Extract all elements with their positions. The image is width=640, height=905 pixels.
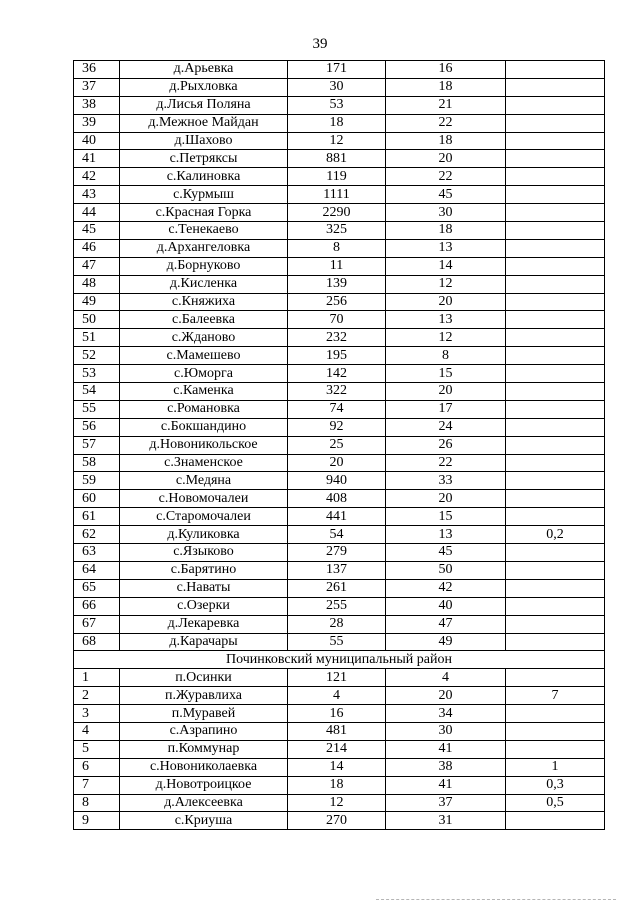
- extra-value: [506, 508, 605, 526]
- row-number: 55: [74, 400, 120, 418]
- row-number: 49: [74, 293, 120, 311]
- population-value: 255: [288, 597, 386, 615]
- distance-value: 40: [386, 597, 506, 615]
- distance-value: 12: [386, 275, 506, 293]
- population-value: 8: [288, 239, 386, 257]
- table-row: [74, 544, 605, 562]
- settlement-name: с.Петряксы: [120, 150, 288, 168]
- row-number: 43: [74, 186, 120, 204]
- extra-value: [506, 597, 605, 615]
- table-row: [74, 758, 605, 776]
- row-number: 44: [74, 204, 120, 222]
- population-value: 74: [288, 400, 386, 418]
- table-row: [74, 329, 605, 347]
- settlement-name: д.Рыхловка: [120, 78, 288, 96]
- table-row: [74, 222, 605, 240]
- distance-value: 26: [386, 436, 506, 454]
- extra-value: 0,2: [506, 526, 605, 544]
- population-value: 1111: [288, 186, 386, 204]
- row-number: 40: [74, 132, 120, 150]
- settlement-name: д.Арьевка: [120, 61, 288, 79]
- extra-value: 7: [506, 687, 605, 705]
- settlement-name: д.Архангеловка: [120, 239, 288, 257]
- table-row: [74, 186, 605, 204]
- population-value: 18: [288, 114, 386, 132]
- distance-value: 38: [386, 758, 506, 776]
- population-value: 70: [288, 311, 386, 329]
- table-row: [74, 722, 605, 740]
- distance-value: 31: [386, 812, 506, 830]
- distance-value: 22: [386, 114, 506, 132]
- distance-value: 13: [386, 239, 506, 257]
- table-row: [74, 526, 605, 544]
- distance-value: 22: [386, 168, 506, 186]
- distance-value: 15: [386, 365, 506, 383]
- population-value: 12: [288, 794, 386, 812]
- extra-value: [506, 239, 605, 257]
- distance-value: 18: [386, 78, 506, 96]
- settlement-name: д.Лекаревка: [120, 615, 288, 633]
- table-row: [74, 705, 605, 723]
- population-value: 11: [288, 257, 386, 275]
- distance-value: 30: [386, 204, 506, 222]
- distance-value: 50: [386, 561, 506, 579]
- extra-value: [506, 490, 605, 508]
- row-number: 5: [74, 740, 120, 758]
- population-value: 2290: [288, 204, 386, 222]
- settlement-name: д.Лисья Поляна: [120, 96, 288, 114]
- row-number: 42: [74, 168, 120, 186]
- distance-value: 13: [386, 526, 506, 544]
- table-row: [74, 472, 605, 490]
- extra-value: [506, 705, 605, 723]
- table-body: [74, 61, 605, 830]
- table-row: [74, 561, 605, 579]
- extra-value: [506, 132, 605, 150]
- row-number: 2: [74, 687, 120, 705]
- population-value: 12: [288, 132, 386, 150]
- population-value: 18: [288, 776, 386, 794]
- row-number: 46: [74, 239, 120, 257]
- row-number: 3: [74, 705, 120, 723]
- extra-value: [506, 740, 605, 758]
- extra-value: 1: [506, 758, 605, 776]
- population-value: 325: [288, 222, 386, 240]
- settlement-name: с.Красная Горка: [120, 204, 288, 222]
- settlement-name: с.Тенекаево: [120, 222, 288, 240]
- settlement-name: д.Новотроицкое: [120, 776, 288, 794]
- row-number: 57: [74, 436, 120, 454]
- table-row: [74, 132, 605, 150]
- row-number: 7: [74, 776, 120, 794]
- settlement-name: с.Калиновка: [120, 168, 288, 186]
- settlement-name: с.Языково: [120, 544, 288, 562]
- extra-value: [506, 347, 605, 365]
- population-value: 232: [288, 329, 386, 347]
- settlement-name: с.Озерки: [120, 597, 288, 615]
- settlement-name: д.Кисленка: [120, 275, 288, 293]
- page-number: 39: [312, 36, 328, 52]
- distance-value: 42: [386, 579, 506, 597]
- row-number: 59: [74, 472, 120, 490]
- table-row: [74, 490, 605, 508]
- row-number: 52: [74, 347, 120, 365]
- distance-value: 20: [386, 490, 506, 508]
- row-number: 50: [74, 311, 120, 329]
- table-row: [74, 615, 605, 633]
- row-number: 48: [74, 275, 120, 293]
- settlement-name: п.Осинки: [120, 669, 288, 687]
- row-number: 36: [74, 61, 120, 79]
- population-value: 54: [288, 526, 386, 544]
- distance-value: 20: [386, 293, 506, 311]
- settlement-name: д.Межное Майдан: [120, 114, 288, 132]
- row-number: 68: [74, 633, 120, 651]
- population-value: 171: [288, 61, 386, 79]
- row-number: 54: [74, 383, 120, 401]
- distance-value: 47: [386, 615, 506, 633]
- extra-value: [506, 150, 605, 168]
- distance-value: 30: [386, 722, 506, 740]
- distance-value: 20: [386, 383, 506, 401]
- population-value: 881: [288, 150, 386, 168]
- table-row: [74, 311, 605, 329]
- section-header-row: [74, 651, 605, 669]
- row-number: 64: [74, 561, 120, 579]
- extra-value: [506, 812, 605, 830]
- table-row: [74, 794, 605, 812]
- settlement-name: д.Новоникольское: [120, 436, 288, 454]
- extra-value: [506, 633, 605, 651]
- table-row: [74, 508, 605, 526]
- extra-value: [506, 222, 605, 240]
- settlement-name: с.Знаменское: [120, 454, 288, 472]
- settlement-name: д.Алексеевка: [120, 794, 288, 812]
- settlements-table: [73, 60, 605, 830]
- extra-value: [506, 114, 605, 132]
- row-number: 37: [74, 78, 120, 96]
- table-row: [74, 740, 605, 758]
- population-value: 55: [288, 633, 386, 651]
- row-number: 63: [74, 544, 120, 562]
- population-value: 14: [288, 758, 386, 776]
- population-value: 30: [288, 78, 386, 96]
- distance-value: 49: [386, 633, 506, 651]
- table-row: [74, 150, 605, 168]
- population-value: 142: [288, 365, 386, 383]
- settlement-name: с.Старомочалеи: [120, 508, 288, 526]
- extra-value: [506, 275, 605, 293]
- table-row: [74, 383, 605, 401]
- row-number: 61: [74, 508, 120, 526]
- extra-value: [506, 561, 605, 579]
- settlement-name: с.Курмыш: [120, 186, 288, 204]
- extra-value: [506, 293, 605, 311]
- row-number: 8: [74, 794, 120, 812]
- distance-value: 20: [386, 150, 506, 168]
- settlement-name: с.Юморга: [120, 365, 288, 383]
- population-value: 25: [288, 436, 386, 454]
- distance-value: 12: [386, 329, 506, 347]
- settlement-name: с.Новониколаевка: [120, 758, 288, 776]
- extra-value: [506, 257, 605, 275]
- settlement-name: с.Барятино: [120, 561, 288, 579]
- row-number: 60: [74, 490, 120, 508]
- population-value: 195: [288, 347, 386, 365]
- settlement-name: с.Наваты: [120, 579, 288, 597]
- distance-value: 21: [386, 96, 506, 114]
- population-value: 270: [288, 812, 386, 830]
- table-row: [74, 669, 605, 687]
- table-row: [74, 61, 605, 79]
- settlement-name: п.Журавлиха: [120, 687, 288, 705]
- settlement-name: с.Новомочалеи: [120, 490, 288, 508]
- distance-value: 17: [386, 400, 506, 418]
- extra-value: [506, 383, 605, 401]
- row-number: 58: [74, 454, 120, 472]
- settlement-name: с.Криуша: [120, 812, 288, 830]
- distance-value: 45: [386, 186, 506, 204]
- distance-value: 18: [386, 222, 506, 240]
- settlement-name: с.Романовка: [120, 400, 288, 418]
- distance-value: 41: [386, 740, 506, 758]
- settlement-name: с.Жданово: [120, 329, 288, 347]
- extra-value: [506, 329, 605, 347]
- row-number: 47: [74, 257, 120, 275]
- population-value: 28: [288, 615, 386, 633]
- table-row: [74, 454, 605, 472]
- extra-value: [506, 615, 605, 633]
- row-number: 56: [74, 418, 120, 436]
- extra-value: [506, 472, 605, 490]
- distance-value: 16: [386, 61, 506, 79]
- table-row: [74, 257, 605, 275]
- extra-value: [506, 454, 605, 472]
- row-number: 39: [74, 114, 120, 132]
- scan-artifact-line: [376, 899, 616, 900]
- population-value: 940: [288, 472, 386, 490]
- population-value: 20: [288, 454, 386, 472]
- extra-value: 0,3: [506, 776, 605, 794]
- distance-value: 14: [386, 257, 506, 275]
- population-value: 92: [288, 418, 386, 436]
- row-number: 51: [74, 329, 120, 347]
- extra-value: 0,5: [506, 794, 605, 812]
- table-row: [74, 204, 605, 222]
- population-value: 261: [288, 579, 386, 597]
- extra-value: [506, 722, 605, 740]
- distance-value: 41: [386, 776, 506, 794]
- table-row: [74, 418, 605, 436]
- settlement-name: с.Бокшандино: [120, 418, 288, 436]
- extra-value: [506, 400, 605, 418]
- extra-value: [506, 365, 605, 383]
- table-row: [74, 168, 605, 186]
- settlement-name: п.Муравей: [120, 705, 288, 723]
- distance-value: 4: [386, 669, 506, 687]
- row-number: 38: [74, 96, 120, 114]
- table-row: [74, 812, 605, 830]
- distance-value: 37: [386, 794, 506, 812]
- table-row: [74, 96, 605, 114]
- population-value: 53: [288, 96, 386, 114]
- table-row: [74, 78, 605, 96]
- population-value: 137: [288, 561, 386, 579]
- table-row: [74, 436, 605, 454]
- extra-value: [506, 311, 605, 329]
- row-number: 9: [74, 812, 120, 830]
- settlement-name: д.Карачары: [120, 633, 288, 651]
- population-value: 481: [288, 722, 386, 740]
- row-number: 1: [74, 669, 120, 687]
- settlement-name: с.Азрапино: [120, 722, 288, 740]
- population-value: 4: [288, 687, 386, 705]
- settlement-name: п.Коммунар: [120, 740, 288, 758]
- distance-value: 15: [386, 508, 506, 526]
- settlement-name: с.Медяна: [120, 472, 288, 490]
- table-row: [74, 776, 605, 794]
- extra-value: [506, 579, 605, 597]
- table-row: [74, 633, 605, 651]
- population-value: 441: [288, 508, 386, 526]
- extra-value: [506, 544, 605, 562]
- table-row: [74, 275, 605, 293]
- extra-value: [506, 61, 605, 79]
- settlement-name: д.Куликовка: [120, 526, 288, 544]
- table-row: [74, 597, 605, 615]
- settlement-name: д.Борнуково: [120, 257, 288, 275]
- population-value: 322: [288, 383, 386, 401]
- distance-value: 13: [386, 311, 506, 329]
- settlement-name: с.Княжиха: [120, 293, 288, 311]
- population-value: 119: [288, 168, 386, 186]
- row-number: 53: [74, 365, 120, 383]
- table-row: [74, 687, 605, 705]
- row-number: 65: [74, 579, 120, 597]
- table-row: [74, 579, 605, 597]
- extra-value: [506, 204, 605, 222]
- row-number: 67: [74, 615, 120, 633]
- distance-value: 45: [386, 544, 506, 562]
- row-number: 4: [74, 722, 120, 740]
- distance-value: 33: [386, 472, 506, 490]
- distance-value: 34: [386, 705, 506, 723]
- settlement-name: с.Мамешево: [120, 347, 288, 365]
- extra-value: [506, 186, 605, 204]
- extra-value: [506, 418, 605, 436]
- extra-value: [506, 168, 605, 186]
- population-value: 408: [288, 490, 386, 508]
- distance-value: 18: [386, 132, 506, 150]
- distance-value: 8: [386, 347, 506, 365]
- section-title: Починковский муниципальный район: [74, 651, 605, 669]
- settlement-name: д.Шахово: [120, 132, 288, 150]
- table-row: [74, 293, 605, 311]
- extra-value: [506, 96, 605, 114]
- extra-value: [506, 669, 605, 687]
- row-number: 6: [74, 758, 120, 776]
- table-row: [74, 239, 605, 257]
- table-row: [74, 400, 605, 418]
- extra-value: [506, 436, 605, 454]
- population-value: 279: [288, 544, 386, 562]
- distance-value: 20: [386, 687, 506, 705]
- settlement-name: с.Балеевка: [120, 311, 288, 329]
- table-row: [74, 347, 605, 365]
- population-value: 121: [288, 669, 386, 687]
- settlement-name: с.Каменка: [120, 383, 288, 401]
- extra-value: [506, 78, 605, 96]
- population-value: 214: [288, 740, 386, 758]
- table-row: [74, 365, 605, 383]
- row-number: 41: [74, 150, 120, 168]
- row-number: 45: [74, 222, 120, 240]
- population-value: 16: [288, 705, 386, 723]
- table-row: [74, 114, 605, 132]
- row-number: 62: [74, 526, 120, 544]
- population-value: 256: [288, 293, 386, 311]
- distance-value: 22: [386, 454, 506, 472]
- distance-value: 24: [386, 418, 506, 436]
- population-value: 139: [288, 275, 386, 293]
- row-number: 66: [74, 597, 120, 615]
